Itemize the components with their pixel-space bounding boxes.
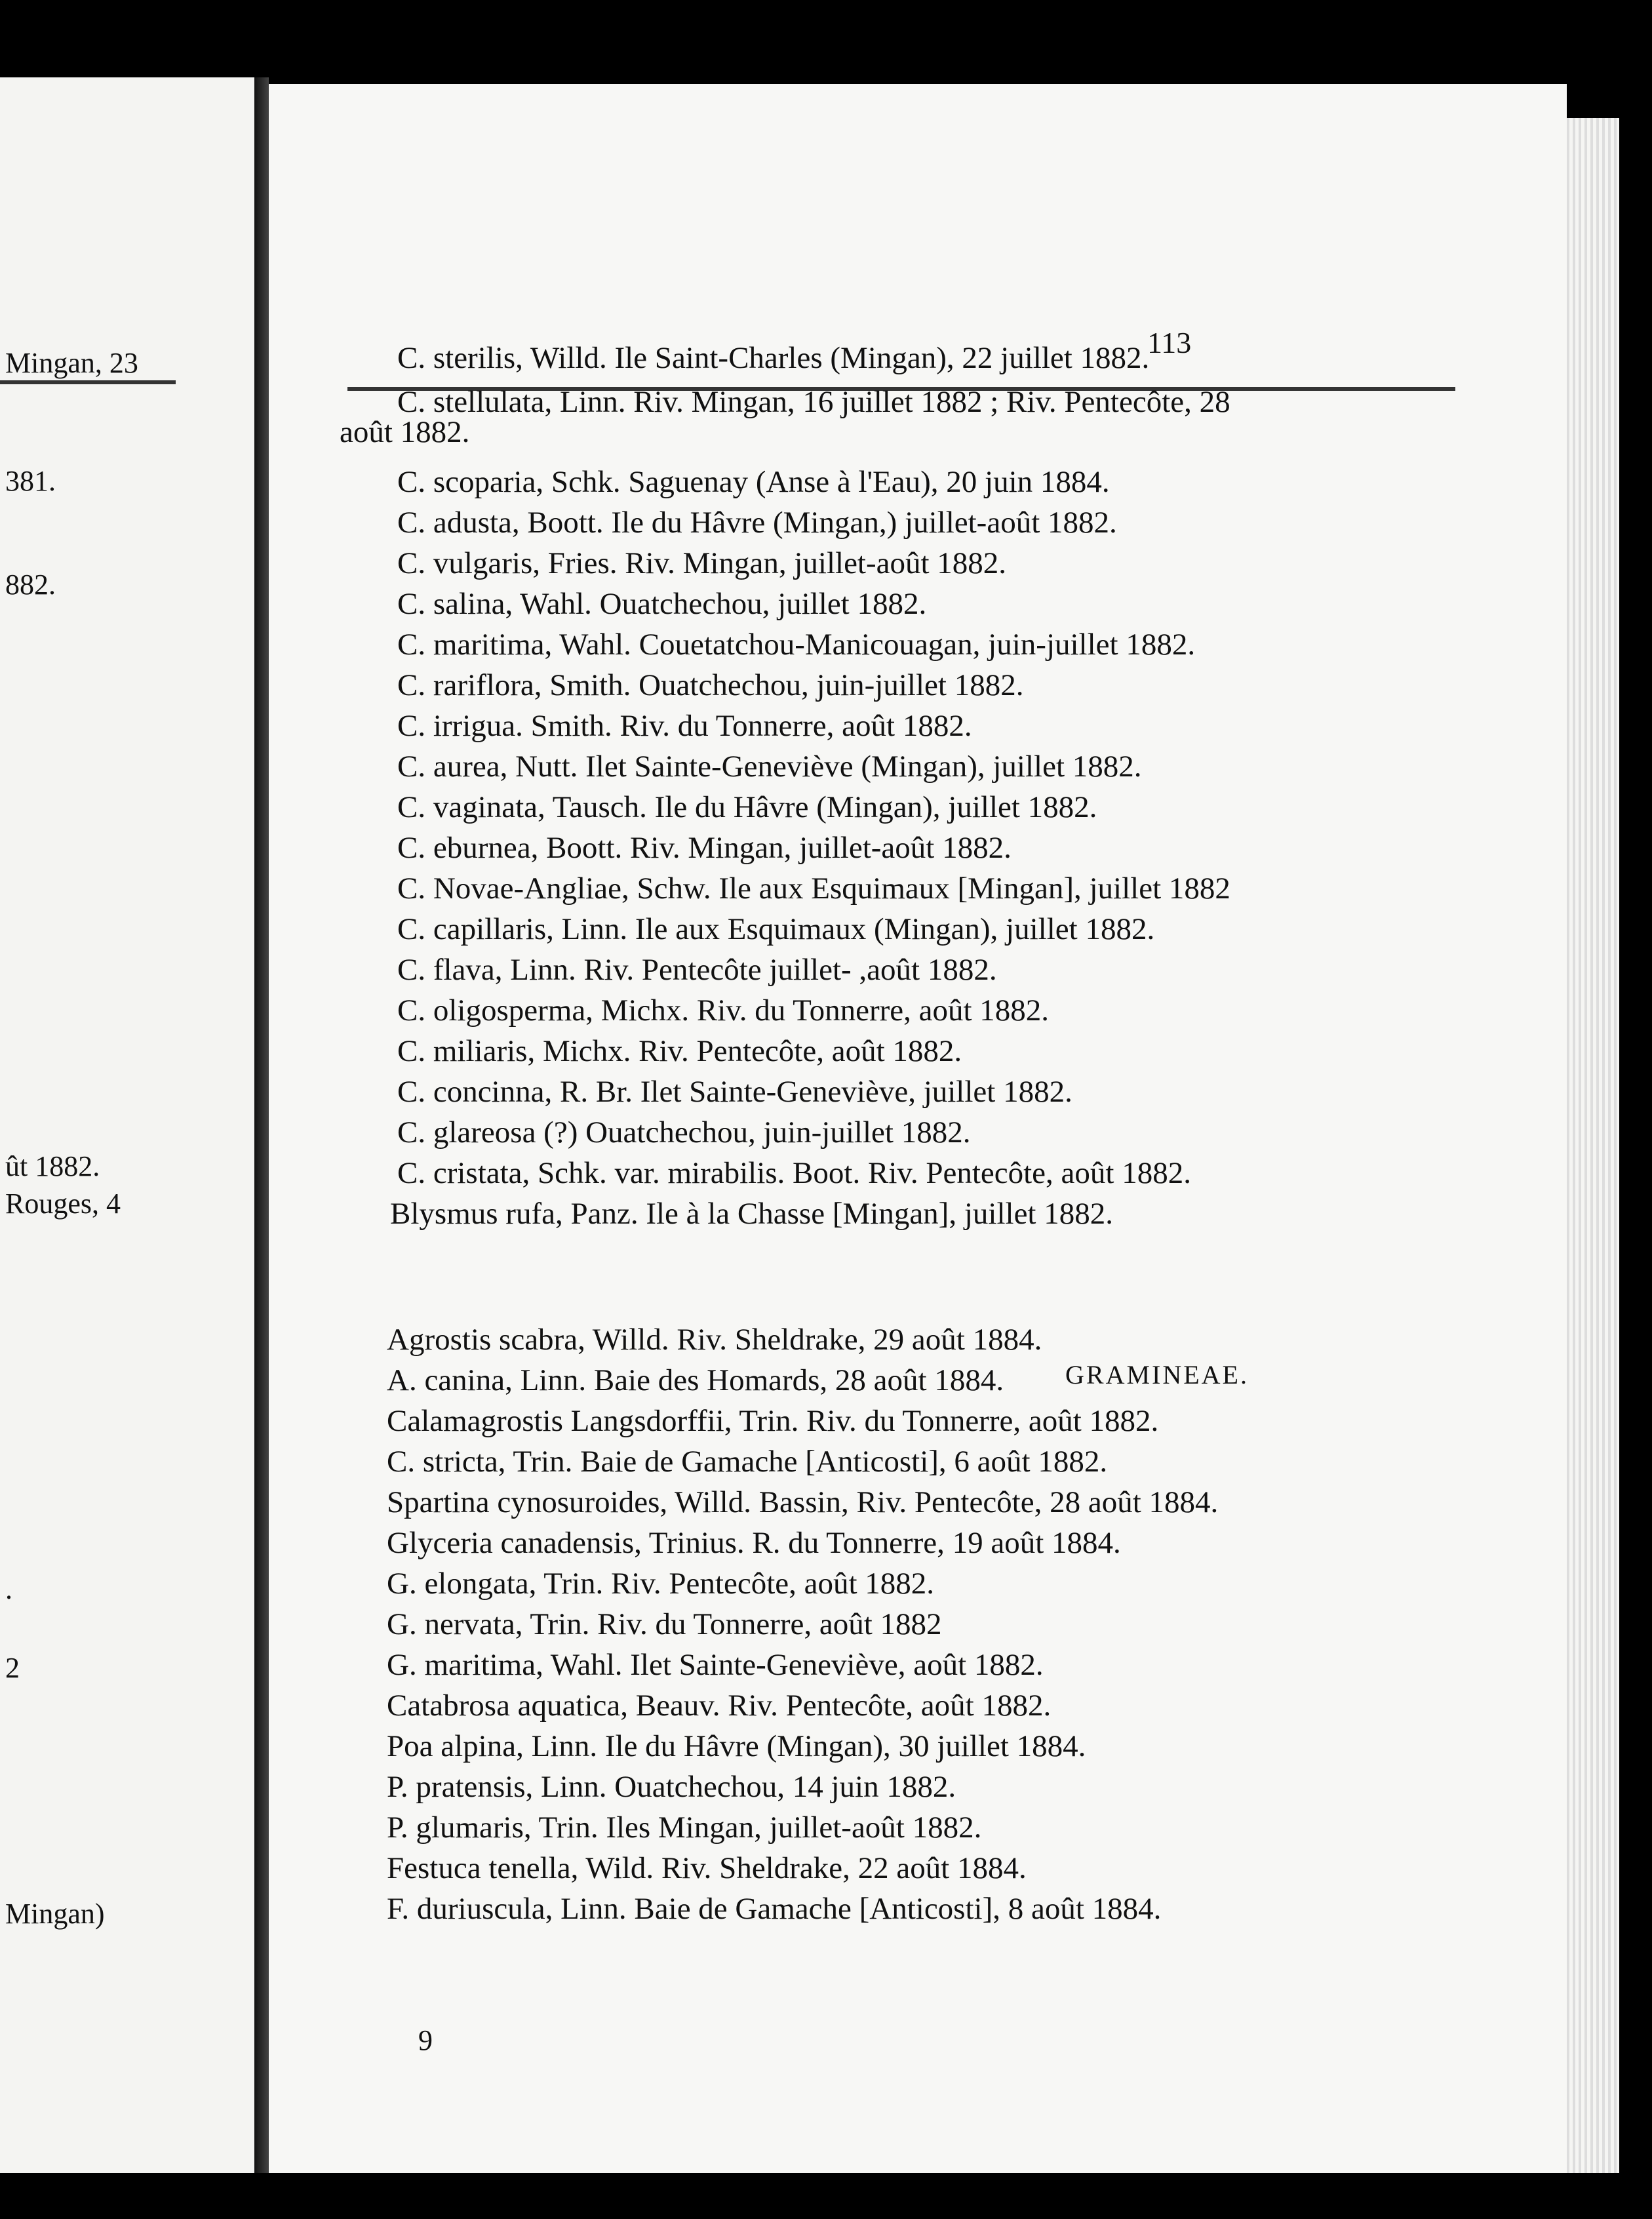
book-gutter — [254, 77, 269, 2173]
entry-line: Spartina cynosuroides, Willd. Bassin, Riv. Pentecôte, 28 août 1884. — [387, 1485, 1219, 1519]
entry-line: C. glareosa (?) Ouatchechou, juin-juillet 1882. — [397, 1115, 971, 1149]
entry-line: Poa alpina, Linn. Ile du Hâvre (Mingan), 30 juillet 1884. — [387, 1729, 1086, 1763]
entry-line: Blysmus rufa, Panz. Ile à la Chasse [Mingan], juillet 1882. — [390, 1197, 1113, 1231]
entry-line: C. salina, Wahl. Ouatchechou, juillet 1882. — [397, 587, 927, 621]
entry-line: C. aurea, Nutt. Ilet Sainte-Geneviève (Mingan), juillet 1882. — [397, 750, 1142, 784]
entry-line: C. Novae-Angliae, Schw. Ile aux Esquimaux [Mingan], juillet 1882 — [397, 871, 1230, 906]
entry-line: G. nervata, Trin. Riv. du Tonnerre, août 1882 — [387, 1607, 942, 1641]
facing-page-rule — [0, 380, 176, 384]
entry-line: Agrostis scabra, Willd. Riv. Sheldrake, 29 août 1884. — [387, 1323, 1042, 1357]
facing-page-line: Mingan, 23 — [5, 347, 138, 379]
facing-page-line: 882. — [5, 569, 56, 601]
entry-line: C. oligosperma, Michx. Riv. du Tonnerre, août 1882. — [397, 993, 1050, 1028]
entry-line: P. pratensis, Linn. Ouatchechou, 14 juin 1882. — [387, 1770, 956, 1804]
entry-line: C. maritima, Wahl. Couetatchou-Manicouagan, juin-juillet 1882. — [397, 628, 1196, 662]
entry-line: A. canina, Linn. Baie des Homards, 28 août 1884. — [387, 1363, 1004, 1397]
entry-line: C. miliaris, Michx. Riv. Pentecôte, août 1882. — [397, 1034, 962, 1068]
entry-line: C. capillaris, Linn. Ile aux Esquimaux (Mingan), juillet 1882. — [397, 912, 1155, 946]
entry-line: C. vulgaris, Fries. Riv. Mingan, juillet-août 1882. — [397, 546, 1007, 580]
entry-line: C. concinna, R. Br. Ilet Sainte-Geneviève, juillet 1882. — [397, 1075, 1072, 1109]
entry-line: G. maritima, Wahl. Ilet Sainte-Geneviève, août 1882. — [387, 1648, 1044, 1682]
entry-line: C. cristata, Schk. var. mirabilis. Boot. Riv. Pentecôte, août 1882. — [397, 1156, 1191, 1190]
main-page — [269, 84, 1567, 2173]
entry-line: août 1882. — [340, 415, 470, 449]
page-edges — [1567, 118, 1619, 2173]
entry-line: C. rariflora, Smith. Ouatchechou, juin-juillet 1882. — [397, 668, 1024, 702]
entry-line: C. stricta, Trin. Baie de Gamache [Anticosti], 6 août 1882. — [387, 1445, 1108, 1479]
entry-line: Glyceria canadensis, Trinius. R. du Tonnerre, 19 août 1884. — [387, 1526, 1121, 1560]
facing-page-line: Rouges, 4 — [5, 1188, 121, 1220]
entry-line: Catabrosa aquatica, Beauv. Riv. Pentecôte, août 1882. — [387, 1689, 1052, 1723]
entry-line: P. glumaris, Trin. Iles Mingan, juillet-août 1882. — [387, 1810, 982, 1845]
entry-line: C. stellulata, Linn. Riv. Mingan, 16 juillet 1882 ; Riv. Pentecôte, 28 — [397, 385, 1230, 419]
signature-mark: 9 — [418, 2024, 433, 2056]
entry-line: C. adusta, Boott. Ile du Hâvre (Mingan,) juillet-août 1882. — [397, 506, 1117, 540]
entry-line: C. irrigua. Smith. Riv. du Tonnerre, août 1882. — [397, 709, 972, 743]
facing-page-line: 2 — [5, 1652, 20, 1684]
entry-line: C. sterilis, Willd. Ile Saint-Charles (Mingan), 22 juillet 1882. — [397, 341, 1150, 375]
entry-line: Calamagrostis Langsdorffii, Trin. Riv. du Tonnerre, août 1882. — [387, 1404, 1159, 1438]
entry-line: C. flava, Linn. Riv. Pentecôte juillet- ,août 1882. — [397, 953, 997, 987]
facing-page-line: 381. — [5, 465, 56, 497]
entry-line: C. eburnea, Boott. Riv. Mingan, juillet-août 1882. — [397, 831, 1012, 865]
facing-page-line: Mingan) — [5, 1898, 105, 1930]
entry-line: G. elongata, Trin. Riv. Pentecôte, août 1882. — [387, 1567, 935, 1601]
facing-page-line: . — [5, 1573, 12, 1605]
entry-line: C. scoparia, Schk. Saguenay (Anse à l'Eau), 20 juin 1884. — [397, 465, 1110, 499]
entry-line: F. duriuscula, Linn. Baie de Gamache [Anticosti], 8 août 1884. — [387, 1892, 1162, 1926]
entry-line: Festuca tenella, Wild. Riv. Sheldrake, 22 août 1884. — [387, 1851, 1027, 1885]
facing-page — [0, 77, 254, 2173]
facing-page-line: ût 1882. — [5, 1150, 100, 1182]
section-heading: GRAMINEAE. — [1065, 1360, 1249, 1389]
page-number: 113 — [1147, 326, 1192, 359]
entry-line: C. vaginata, Tausch. Ile du Hâvre (Mingan), juillet 1882. — [397, 790, 1097, 824]
